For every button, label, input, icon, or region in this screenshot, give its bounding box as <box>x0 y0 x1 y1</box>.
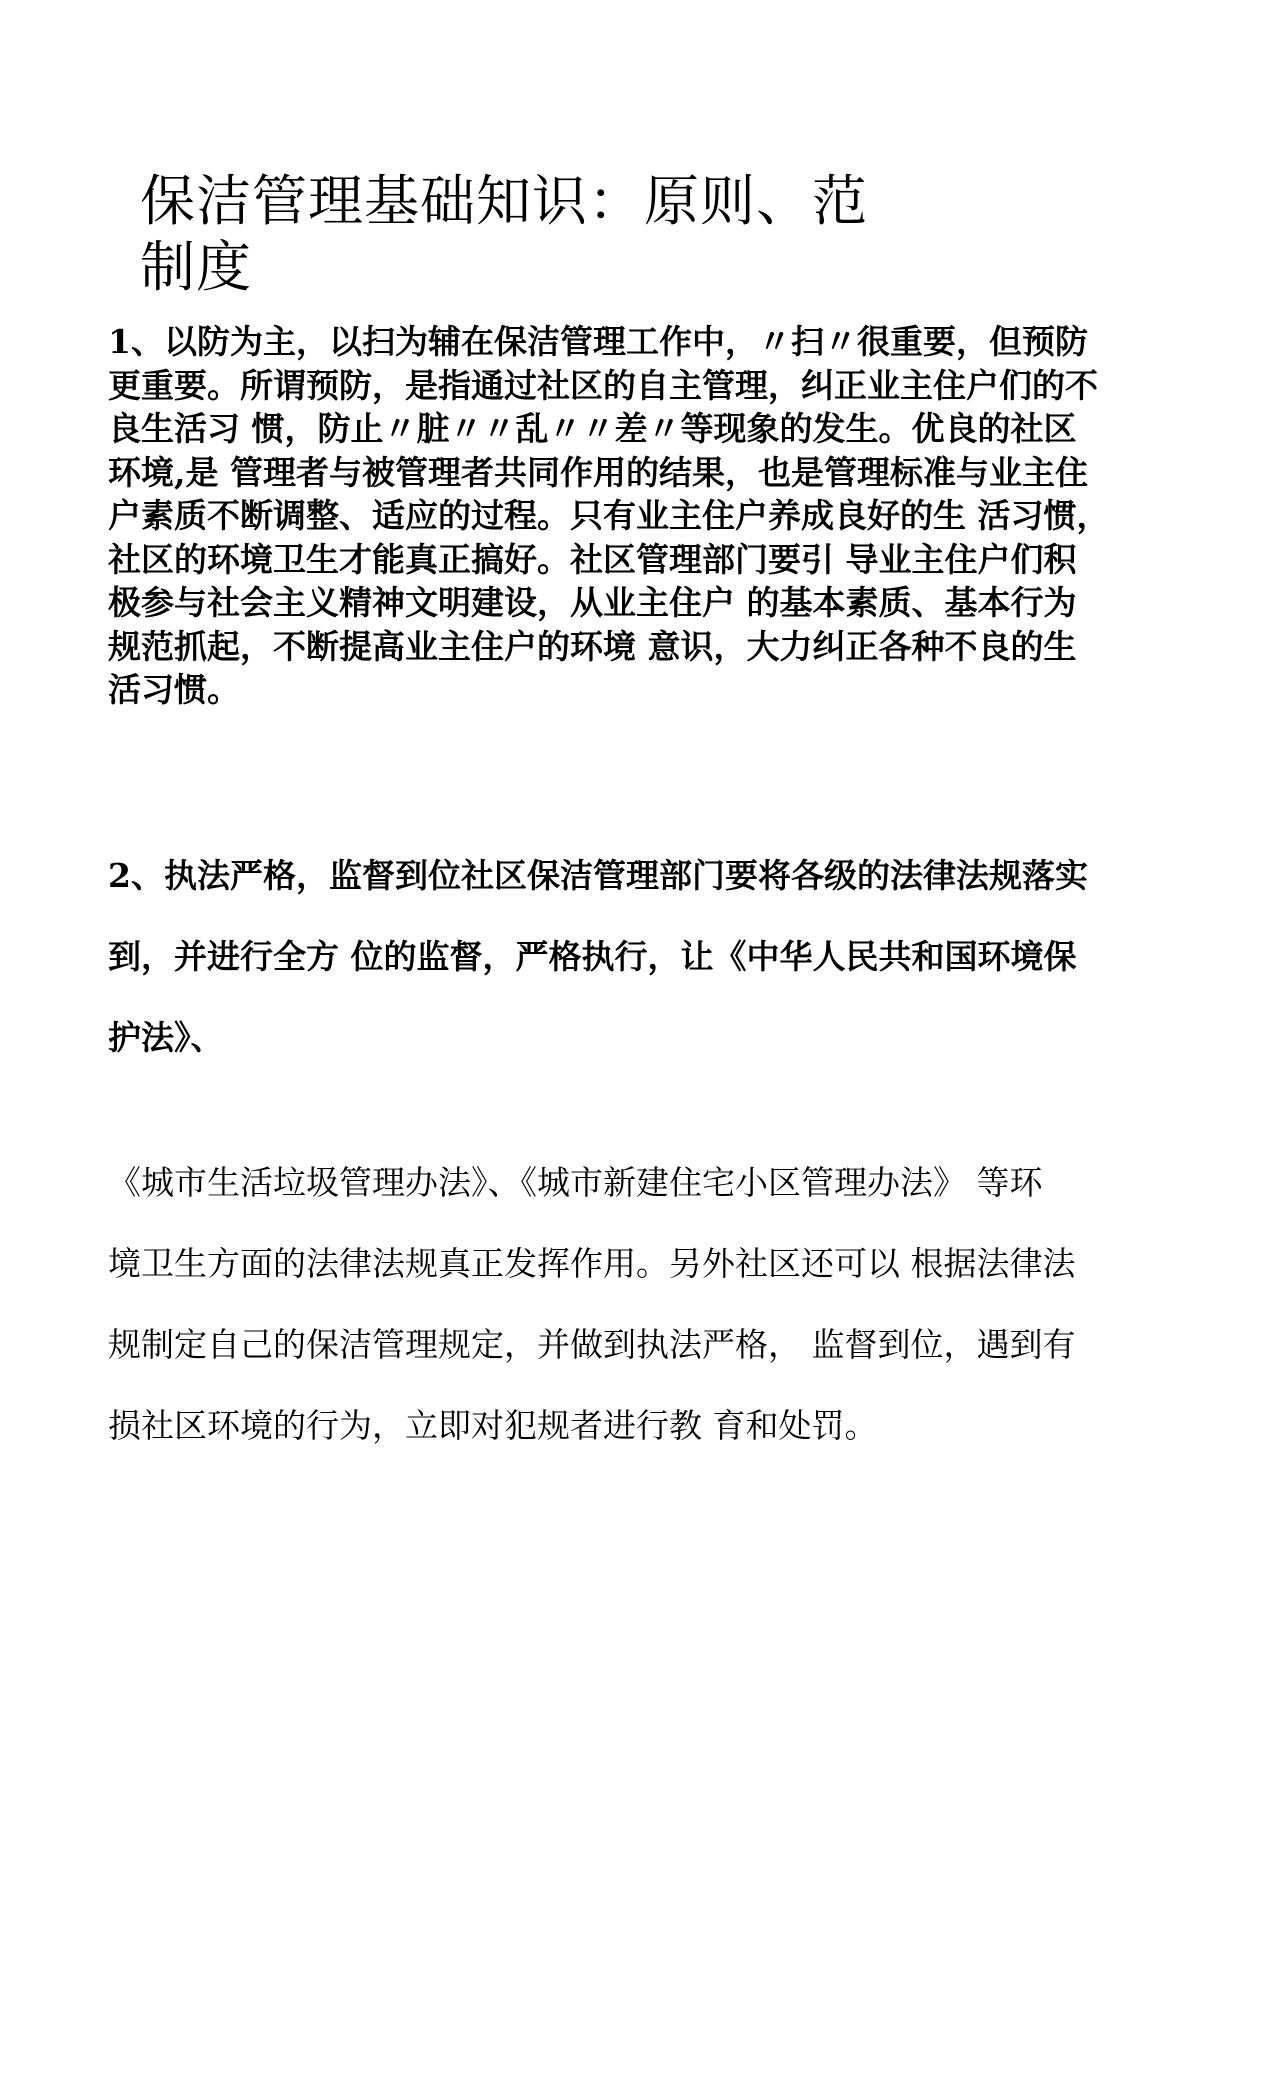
text-line: 2、执法严格，监督到位社区保洁管理部门要将各级的法律法规落实 <box>108 856 1088 895</box>
text-line: 户素质不断调整、适应的过程。只有业主住户养成良好的生 活习惯， <box>108 496 1110 535</box>
text-line: 规制定自己的保洁管理规定，并做到执法严格， 监督到位，遇到有 <box>108 1325 1076 1364</box>
text-line: 规范抓起，不断提高业主住户的环境 意识，大力纠正各种不良的生 <box>108 626 1077 666</box>
paragraph-regulations <box>108 1142 1188 1466</box>
text-line: 1、以防为主，以扫为辅在保洁管理工作中，〃扫〃很重要，但预防 <box>108 322 1088 361</box>
text-line: 活习惯。 <box>108 670 240 709</box>
paragraph-strict-enforcement <box>108 835 1188 1078</box>
title-line: 保洁管理基础知识：原则、范 <box>140 169 869 233</box>
text-line: 到，并进行全方 位的监督，严格执行，让《中华人民共和国环境保 <box>108 937 1077 976</box>
text-line: 良生活习 惯，防止〃脏〃〃乱〃〃差〃等现象的发生。优良的社区 <box>108 409 1077 448</box>
text-line: 护法》、 <box>108 1018 224 1057</box>
text-line: 环境,是 管理者与被管理者共同作用的结果，也是管理标准与业主住 <box>108 452 1088 492</box>
title-line: 制度 <box>140 235 253 299</box>
text-line: 更重要。所谓预防，是指通过社区的自主管理，纠正业主住户们的不 <box>108 365 1098 405</box>
document-title <box>140 168 900 300</box>
text-line: 《城市生活垃圾管理办法》、《城市新建住宅小区管理办法》 等环 <box>108 1163 1043 1202</box>
text-line: 境卫生方面的法律法规真正发挥作用。另外社区还可以 根据法律法 <box>108 1244 1076 1283</box>
text-line: 极参与社会主义精神文明建设，从业主住户 的基本素质、基本行为 <box>108 583 1077 622</box>
paragraph-prevention-first <box>108 320 1188 712</box>
text-line: 社区的环境卫生才能真正搞好。社区管理部门要引 导业主住户们积 <box>108 539 1077 579</box>
text-line: 损社区环境的行为，立即对犯规者进行教 育和处罚。 <box>108 1406 878 1445</box>
